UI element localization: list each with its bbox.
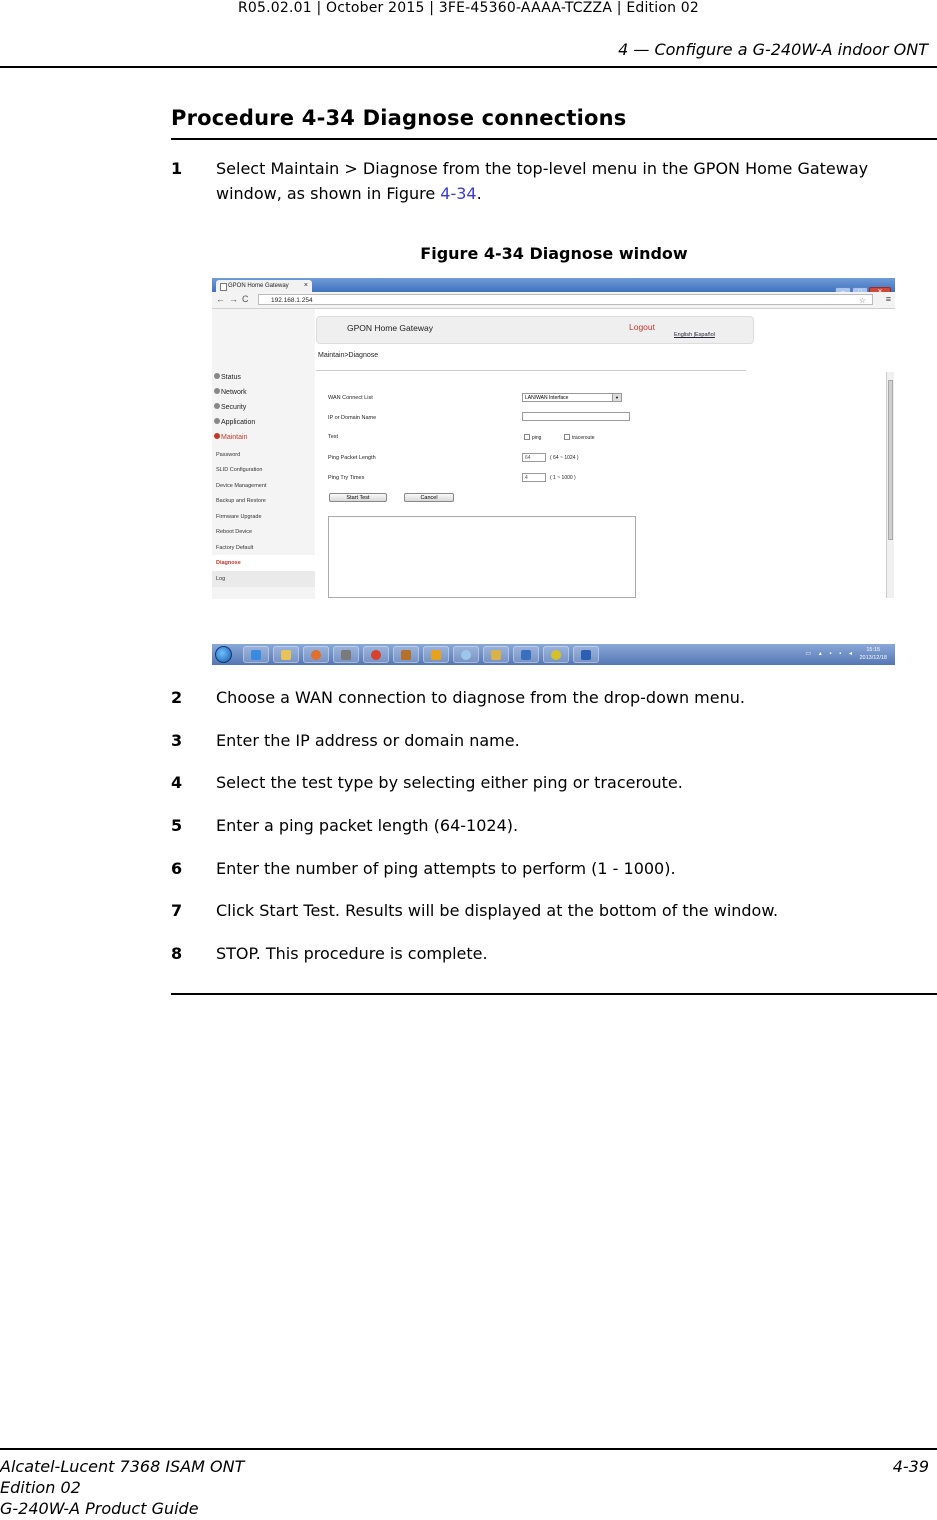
step-number: 1 (171, 159, 183, 178)
footer-rule (0, 1448, 937, 1450)
try-times-range: ( 1 ~ 1000 ) (550, 475, 576, 481)
step-text (216, 156, 931, 206)
step-number: 6 (171, 859, 183, 878)
step-number: 7 (171, 901, 183, 920)
footer-guide: G-240W-A Product Guide (0, 1499, 199, 1518)
submenu-diagnose[interactable]: Diagnose (216, 560, 241, 566)
window-controls (834, 280, 891, 290)
diagnose-result-area[interactable] (328, 516, 636, 598)
collapse-bullet-icon (214, 433, 220, 439)
header-rule (0, 66, 937, 68)
wan-connect-select[interactable] (522, 393, 622, 402)
figure-gap (212, 599, 895, 644)
step-text: Enter the number of ping attempts to perform (1 - 1000). (216, 859, 676, 878)
windows-taskbar (212, 644, 895, 665)
tab-title: GPON Home Gateway (228, 283, 289, 289)
step-1-end: . (476, 184, 482, 203)
word-icon[interactable] (573, 646, 599, 663)
traceroute-checkbox[interactable] (564, 434, 570, 440)
footer-edition: Edition 02 (0, 1478, 81, 1497)
submenu-device-management[interactable]: Device Management (216, 483, 267, 489)
figure-link[interactable]: 4-34 (440, 184, 477, 203)
footer-product: Alcatel-Lucent 7368 ISAM ONT (0, 1457, 245, 1476)
step-text: STOP. This procedure is complete. (216, 944, 488, 963)
footer-left (0, 1456, 244, 1519)
bookmark-star-icon[interactable]: ☆ (858, 296, 866, 305)
taskbar-clock[interactable] (859, 646, 887, 662)
packet-length-range: ( 64 ~ 1024 ) (550, 455, 579, 461)
submenu-slid-configuration[interactable]: SLID Configuration (216, 467, 263, 473)
test-label: Test (328, 434, 339, 440)
url-text: 192.168.1.254 (271, 297, 313, 304)
windows-start-icon[interactable] (215, 646, 232, 663)
clock-date: 2013/12/18 (859, 655, 887, 661)
step-number: 5 (171, 816, 183, 835)
step-1-text: Select Maintain > Diagnose from the top-level menu in the GPON Home Gateway window, as shown in Figure (216, 159, 869, 203)
step-number: 8 (171, 944, 183, 963)
network-app-icon[interactable] (453, 646, 479, 663)
outlook-icon[interactable] (423, 646, 449, 663)
try-times-input[interactable]: 4 (522, 473, 546, 482)
browser-tab[interactable] (216, 280, 312, 292)
security-app-icon[interactable] (543, 646, 569, 663)
start-test-button[interactable]: Start Test (329, 493, 387, 502)
firefox-icon[interactable] (303, 646, 329, 663)
notebook-app-icon[interactable] (393, 646, 419, 663)
page-icon (220, 283, 227, 291)
running-header: 4 — Configure a G-240W-A indoor ONT (618, 40, 928, 59)
footer-page-number: 4-39 (892, 1457, 929, 1476)
menu-log-background (212, 571, 315, 587)
packet-length-input[interactable]: 64 (522, 453, 546, 462)
step-text: Click Start Test. Results will be displayed at the bottom of the window. (216, 901, 779, 920)
step-number: 4 (171, 773, 183, 792)
expand-bullet-icon (214, 403, 220, 409)
step-1 (171, 156, 931, 206)
packet-length-label: Ping Packet Length (328, 455, 376, 461)
submenu-password[interactable]: Password (216, 452, 241, 458)
ie-icon[interactable] (243, 646, 269, 663)
procedure-end-rule (171, 993, 937, 995)
ping-checkbox[interactable] (524, 434, 530, 440)
language-links[interactable]: English |Español (674, 332, 715, 338)
browser-tab-bar (212, 278, 895, 292)
step-number: 2 (171, 688, 183, 707)
breadcrumb-rule (316, 370, 746, 371)
clock-time: 15:15 (866, 647, 881, 653)
tab-close-icon[interactable]: × (303, 282, 308, 289)
url-field[interactable] (258, 294, 873, 305)
step-text: Select the test type by selecting either ping or traceroute. (216, 773, 683, 792)
messenger-icon[interactable] (513, 646, 539, 663)
menu-network[interactable] (214, 389, 247, 396)
wan-connect-value: LAN/WAN Interface (525, 395, 569, 401)
submenu-log[interactable]: Log (216, 576, 226, 582)
wan-connect-label: WAN Connect List (328, 395, 373, 401)
step-number: 3 (171, 731, 183, 750)
menu-application[interactable] (214, 419, 255, 426)
ping-option-label: ping (532, 435, 542, 441)
menu-security-label: Security (221, 404, 247, 411)
cancel-button[interactable]: Cancel (404, 493, 454, 502)
brand-title: GPON Home Gateway (347, 323, 433, 333)
chevron-down-icon: ▼ (612, 394, 621, 401)
step-text: Enter a ping packet length (64-1024). (216, 816, 519, 835)
address-bar (212, 292, 895, 309)
logout-link[interactable]: Logout (629, 322, 655, 332)
media-app-icon[interactable] (333, 646, 359, 663)
explorer-folder-icon[interactable] (273, 646, 299, 663)
try-times-label: Ping Try Times (328, 475, 365, 481)
scrollbar-thumb[interactable] (888, 380, 893, 540)
ip-domain-label: IP or Domain Name (328, 415, 377, 421)
chrome-icon[interactable] (363, 646, 389, 663)
procedure-rule (171, 138, 937, 140)
page-scrollbar[interactable] (886, 372, 894, 598)
submenu-factory-default[interactable]: Factory Default (216, 545, 254, 551)
menu-application-label: Application (221, 419, 256, 426)
ip-domain-input[interactable] (522, 412, 630, 421)
browser-menu-icon[interactable]: ≡ (885, 294, 891, 304)
menu-status-label: Status (221, 374, 241, 381)
procedure-title: Procedure 4-34 Diagnose connections (171, 106, 627, 130)
diagnose-window-figure (212, 278, 895, 665)
menu-security[interactable] (214, 404, 246, 411)
expand-bullet-icon (214, 373, 220, 379)
breadcrumb: Maintain>Diagnose (318, 352, 379, 359)
menu-status[interactable] (214, 374, 241, 381)
submenu-backup-restore[interactable]: Backup and Restore (216, 498, 266, 504)
menu-network-label: Network (221, 389, 247, 396)
figure-caption: Figure 4-34 Diagnose window (420, 244, 688, 263)
top-reference: R05.02.01 | October 2015 | 3FE-45360-AAAA-TCZZA | Edition 02 (237, 0, 700, 16)
submenu-firmware-upgrade[interactable]: Firmware Upgrade (216, 514, 262, 520)
system-tray-icons[interactable]: ▭ ▴ ▪ ▪ ◂ (805, 651, 855, 657)
menu-maintain[interactable] (214, 434, 247, 441)
nav-icons[interactable]: ←→C (216, 294, 253, 304)
traceroute-option-label: traceroute (572, 435, 595, 441)
step-text: Enter the IP address or domain name. (216, 731, 520, 750)
expand-bullet-icon (214, 418, 220, 424)
step-text: Choose a WAN connection to diagnose from the drop-down menu. (216, 688, 745, 707)
gateway-header (316, 316, 754, 344)
expand-bullet-icon (214, 388, 220, 394)
submenu-reboot-device[interactable]: Reboot Device (216, 529, 253, 535)
contacts-app-icon[interactable] (483, 646, 509, 663)
menu-maintain-label: Maintain (221, 434, 248, 441)
